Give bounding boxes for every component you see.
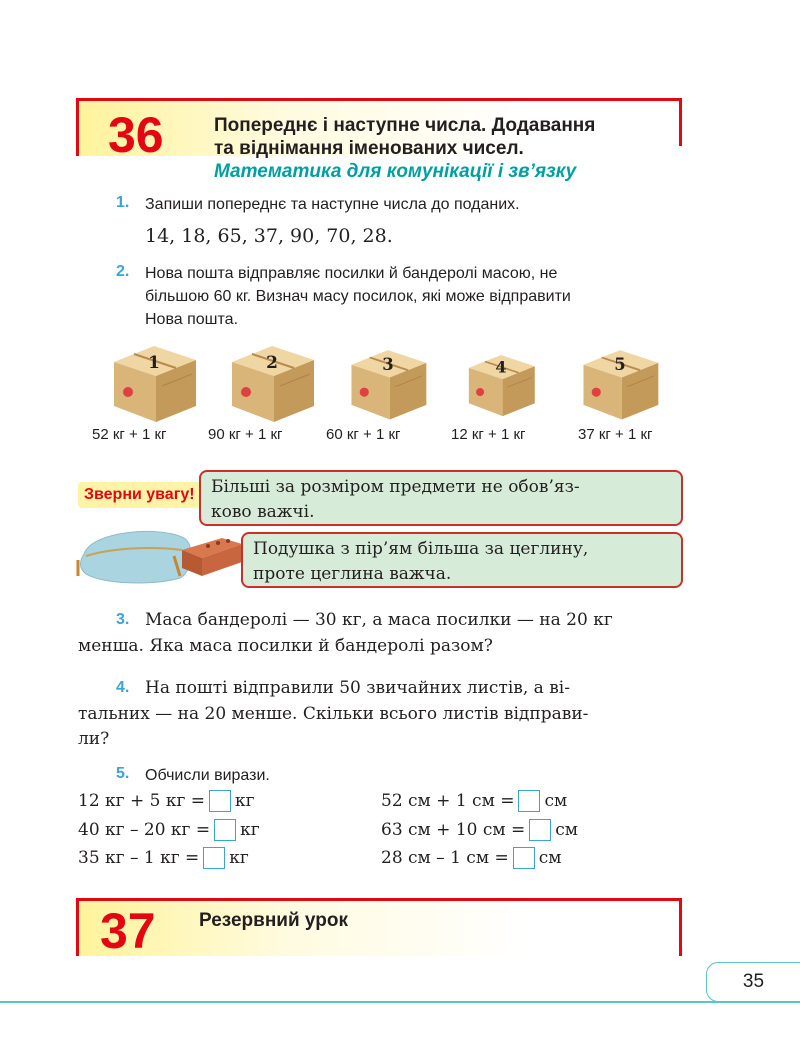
unit: см [544, 791, 568, 811]
attention-label: Зверни увагу! [78, 482, 201, 508]
unit: см [555, 820, 579, 840]
note-1-line1: Більші за розміром предмети не обов’яз- [211, 477, 580, 497]
parcel-icon [346, 344, 430, 422]
task-4-line3: ли? [78, 729, 110, 749]
answer-box[interactable] [518, 790, 540, 812]
expression: 28 см – 1 см = [381, 848, 509, 868]
answer-box[interactable] [513, 847, 535, 869]
parcel-box-1 [108, 340, 200, 429]
unit: кг [235, 791, 255, 811]
header-band [76, 898, 682, 959]
task-5-text: Обчисли вирази. [145, 767, 270, 784]
expression: 12 кг + 5 кг = [78, 791, 206, 811]
answer-box[interactable] [214, 819, 236, 841]
expression: 40 кг – 20 кг = [78, 820, 211, 840]
task-5-number: 5. [116, 765, 130, 782]
lesson-title: Резервний урок [199, 910, 348, 931]
page-number: 35 [706, 962, 800, 1002]
unit: см [538, 848, 562, 868]
header-right-rule [679, 898, 682, 956]
task-4-line1: На пошті відправили 50 звичайних листів, а ві- [145, 678, 570, 698]
attention-note-1 [199, 470, 683, 526]
attention-note-2 [241, 532, 683, 588]
header-left-rule [76, 98, 79, 156]
box-3-label: 60 кг + 1 кг [326, 426, 401, 443]
task-3-line1: Маса бандеролі — 30 кг, а маса посилки — на 20 кг [145, 610, 613, 630]
answer-box[interactable] [529, 819, 551, 841]
unit: кг [229, 848, 249, 868]
lesson-number: 36 [108, 107, 164, 163]
expression-left-2 [78, 819, 260, 841]
answer-box[interactable] [209, 790, 231, 812]
pillow-brick-illustration [72, 524, 248, 593]
expression-right-1 [381, 790, 567, 812]
expression-right-2 [381, 819, 578, 841]
box-number: 3 [382, 355, 394, 375]
parcel-box-2 [226, 340, 318, 429]
note-2-line2: проте цеглина важча. [253, 564, 452, 584]
task-3-number: 3. [116, 611, 130, 628]
parcel-box-5 [578, 344, 662, 427]
note-2-line1: Подушка з пір’ям більша за цеглину, [253, 539, 589, 559]
box-number: 2 [266, 353, 278, 373]
parcel-icon [226, 340, 318, 424]
box-2-label: 90 кг + 1 кг [208, 426, 283, 443]
task-4-line2: тальних — на 20 менше. Скільки всього листів відправи- [78, 704, 589, 724]
task-3-line2: менша. Яка маса посилки й бандеролі разом? [78, 636, 493, 656]
footer-rule [0, 1001, 800, 1003]
lesson-number: 37 [100, 903, 156, 959]
expression: 63 см + 10 см = [381, 820, 526, 840]
parcel-icon [578, 344, 662, 422]
task-2-line2: більшою 60 кг. Визнач масу посилок, які може відправити [145, 288, 571, 305]
expression: 35 кг – 1 кг = [78, 848, 200, 868]
task-2-line1: Нова пошта відправляє посилки й бандеролі масою, не [145, 265, 558, 282]
pillow-icon [72, 524, 248, 588]
parcel-icon [108, 340, 200, 424]
header-top-rule [76, 98, 682, 101]
box-1-label: 52 кг + 1 кг [92, 426, 167, 443]
task-1-number: 1. [116, 194, 130, 211]
parcel-box-4 [464, 348, 538, 425]
header-top-rule [76, 898, 682, 901]
task-2-line3: Нова пошта. [145, 311, 239, 328]
parcel-box-3 [346, 344, 430, 427]
task-4-number: 4. [116, 679, 130, 696]
box-number: 4 [495, 357, 507, 377]
parcel-icon [464, 348, 538, 420]
header-right-rule [679, 98, 682, 146]
task-1-numbers: 14, 18, 65, 37, 90, 70, 28. [145, 225, 393, 247]
box-number: 5 [614, 355, 626, 375]
expression-right-3 [381, 847, 561, 869]
task-2-number: 2. [116, 263, 130, 280]
unit: кг [240, 820, 260, 840]
lesson-title-line2: та віднімання іменованих чисел. [214, 138, 524, 159]
lesson-title-line1: Попереднє і наступне числа. Додавання [214, 115, 596, 136]
expression-left-1 [78, 790, 255, 812]
expression: 52 см + 1 см = [381, 791, 515, 811]
note-1-line2: ково важчі. [211, 502, 315, 522]
expression-left-3 [78, 847, 249, 869]
box-number: 1 [148, 353, 160, 373]
box-5-label: 37 кг + 1 кг [578, 426, 653, 443]
header-left-rule [76, 898, 79, 956]
answer-box[interactable] [203, 847, 225, 869]
box-4-label: 12 кг + 1 кг [451, 426, 526, 443]
task-1-text: Запиши попереднє та наступне числа до поданих. [145, 196, 520, 213]
lesson-subtitle: Математика для комунікації і зв’язку [214, 161, 577, 182]
